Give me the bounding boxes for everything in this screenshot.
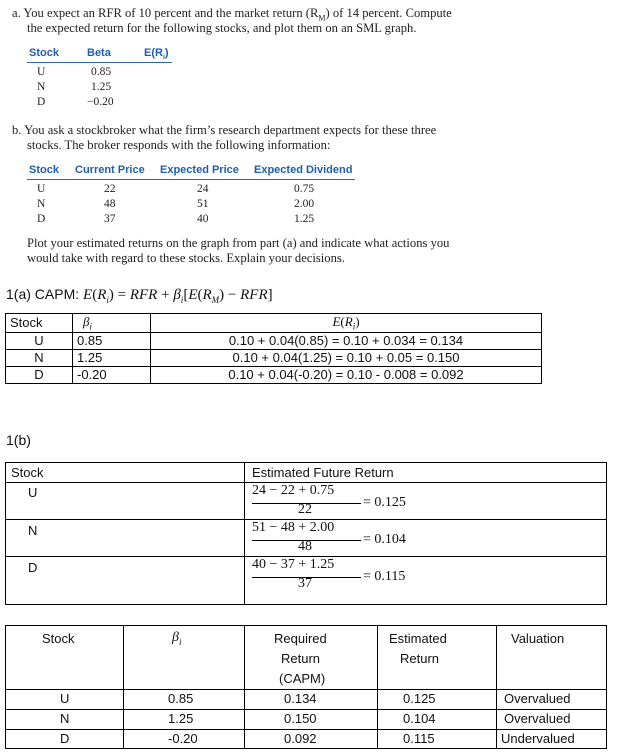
capm-formula: E bbox=[83, 287, 93, 303]
valuation-cell-stock: U bbox=[60, 691, 70, 706]
table-a-cell: N bbox=[37, 81, 46, 93]
table-b-cell: 40 bbox=[197, 213, 209, 225]
capm-cell-beta: 0.85 bbox=[73, 332, 151, 349]
capm-formula-part: E bbox=[188, 287, 198, 303]
valuation-cell-beta: 1.25 bbox=[168, 711, 194, 726]
table-b-cell: 51 bbox=[197, 198, 209, 210]
valuation-cell-estimated: 0.125 bbox=[403, 691, 436, 706]
capm-formula-part: RFR bbox=[240, 287, 268, 303]
table-a-cell: 0.85 bbox=[91, 66, 112, 78]
table-b-header: Expected Price bbox=[160, 164, 239, 176]
section-1a-heading bbox=[6, 286, 273, 305]
plot-prompt-line-2: would take with regard to these stocks. Explain your decisions. bbox=[27, 251, 345, 265]
table-a bbox=[27, 47, 172, 113]
valuation-header-estimated-1: Estimated bbox=[389, 631, 447, 646]
table-b-cell: N bbox=[37, 198, 46, 210]
capm-formula-part: + bbox=[157, 287, 174, 303]
capm-header-beta: $\beta_i$ bbox=[73, 314, 151, 333]
valuation-cell-valuation: Overvalued bbox=[504, 711, 571, 726]
table-b-header: Current Price bbox=[75, 164, 145, 176]
valuation-cell-required: 0.150 bbox=[284, 711, 317, 726]
valuation-header-required-2: Return bbox=[281, 651, 321, 666]
row-divider bbox=[6, 709, 606, 710]
table-row bbox=[6, 314, 542, 333]
valuation-cell-valuation: Undervalued bbox=[501, 731, 575, 746]
table-b-cell: 0.75 bbox=[294, 183, 315, 195]
capm-formula-part: ) − bbox=[219, 287, 241, 303]
valuation-header-beta: $\beta_i$ bbox=[172, 630, 182, 647]
capm-cell-er: 0.10 + 0.04(0.85) = 0.10 + 0.034 = 0.134 bbox=[151, 332, 542, 349]
capm-cell-stock: D bbox=[6, 366, 73, 383]
row-divider bbox=[6, 729, 606, 730]
table-b-cell: 24 bbox=[197, 183, 209, 195]
valuation-header-valuation: Valuation bbox=[511, 631, 565, 646]
valuation-header-estimated-2: Return bbox=[400, 651, 440, 666]
table-row bbox=[6, 349, 542, 366]
table-a-cell: −0.20 bbox=[87, 96, 114, 108]
part-a-prompt-line-2: the expected return for the following stocks, and plot them on an SML graph. bbox=[27, 21, 417, 35]
table-b-header: Stock bbox=[29, 164, 59, 176]
table-a-header-er bbox=[144, 47, 169, 61]
future-fraction-d bbox=[252, 557, 432, 594]
table-a-cell: D bbox=[37, 96, 46, 108]
part-b-prompt-line-2: stocks. The broker responds with the following information: bbox=[27, 138, 331, 152]
part-a-sub: M bbox=[318, 13, 326, 23]
table-a-cell: 1.25 bbox=[91, 81, 112, 93]
table-a-cell: U bbox=[37, 66, 46, 78]
capm-cell-beta: -0.20 bbox=[73, 366, 151, 383]
future-header-stock: Stock bbox=[11, 465, 44, 480]
plot-prompt-line-1: Plot your estimated returns on the graph from part (a) and indicate what actions you bbox=[27, 236, 450, 250]
capm-formula-part: $R_i$ bbox=[97, 287, 109, 305]
part-b-prompt-line-1: b. You ask a stockbroker what the firm’s research department expects for these three bbox=[12, 123, 437, 137]
capm-header-stock: Stock bbox=[6, 314, 73, 333]
part-a-text-end: ) of 14 percent. Compute bbox=[325, 6, 452, 20]
future-cell-stock: D bbox=[28, 560, 38, 575]
table-b-header: Expected Dividend bbox=[254, 164, 353, 176]
fraction-numerator: 24 − 22 + 0.75 bbox=[252, 483, 335, 498]
table-b-cell: D bbox=[37, 213, 46, 225]
capm-formula-part: $R_M$ bbox=[202, 287, 220, 305]
er-text: E(R bbox=[144, 47, 163, 59]
er-close: ) bbox=[164, 47, 169, 59]
table-b bbox=[27, 164, 355, 230]
column-divider bbox=[244, 463, 245, 604]
table-a-header-beta: Beta bbox=[87, 47, 111, 59]
future-cell-stock: U bbox=[28, 485, 38, 500]
valuation-cell-beta: -0.20 bbox=[168, 731, 198, 746]
fraction-result: = 0.104 bbox=[363, 532, 406, 547]
valuation-cell-valuation: Overvalued bbox=[504, 691, 571, 706]
fraction-numerator: 40 − 37 + 1.25 bbox=[252, 557, 335, 572]
section-1b-heading: 1(b) bbox=[6, 432, 31, 448]
future-return-table bbox=[5, 462, 607, 605]
table-b-cell: 1.25 bbox=[294, 213, 315, 225]
future-cell-stock: N bbox=[28, 523, 38, 538]
fraction-denominator: 37 bbox=[298, 576, 312, 591]
valuation-cell-estimated: 0.104 bbox=[403, 711, 436, 726]
capm-formula-part: ( bbox=[92, 287, 98, 303]
table-b-cell: 22 bbox=[104, 183, 116, 195]
capm-formula-part: [ bbox=[183, 287, 189, 303]
capm-cell-stock: N bbox=[6, 349, 73, 366]
future-fraction-n bbox=[252, 520, 432, 557]
valuation-cell-required: 0.134 bbox=[284, 691, 317, 706]
table-b-rule bbox=[27, 179, 355, 180]
valuation-header-required-3: (CAPM) bbox=[279, 671, 326, 686]
table-b-cell: 48 bbox=[104, 198, 116, 210]
table-a-rule bbox=[27, 62, 172, 63]
table-b-cell: 2.00 bbox=[294, 198, 315, 210]
valuation-header-stock: Stock bbox=[42, 631, 75, 646]
capm-table bbox=[5, 313, 542, 384]
table-b-cell: 37 bbox=[104, 213, 116, 225]
valuation-cell-stock: N bbox=[60, 711, 70, 726]
capm-formula-part: ) = bbox=[108, 287, 130, 303]
capm-cell-stock: U bbox=[6, 332, 73, 349]
fraction-denominator: 22 bbox=[298, 502, 312, 517]
valuation-cell-estimated: 0.115 bbox=[403, 731, 435, 746]
valuation-table bbox=[5, 625, 607, 749]
table-b-cell: U bbox=[37, 183, 46, 195]
capm-cell-beta: 1.25 bbox=[73, 349, 151, 366]
er-sub: i bbox=[162, 54, 165, 62]
valuation-cell-stock: D bbox=[60, 731, 70, 746]
part-a-text: a. You expect an RFR of 10 percent and the market return (R bbox=[12, 6, 319, 20]
capm-cell-er: 0.10 + 0.04(1.25) = 0.10 + 0.05 = 0.150 bbox=[151, 349, 542, 366]
valuation-cell-required: 0.092 bbox=[284, 731, 317, 746]
fraction-denominator: 48 bbox=[298, 539, 312, 554]
fraction-numerator: 51 − 48 + 2.00 bbox=[252, 520, 335, 535]
fraction-result: = 0.125 bbox=[363, 495, 406, 510]
valuation-header-required-1: Required bbox=[274, 631, 327, 646]
future-fraction-u bbox=[252, 483, 432, 520]
section-1a-label: 1(a) CAPM: bbox=[6, 286, 84, 302]
capm-formula-part: ( bbox=[197, 287, 203, 303]
fraction-result: = 0.115 bbox=[363, 569, 406, 584]
future-header-return: Estimated Future Return bbox=[252, 465, 394, 480]
capm-formula-part: $\beta_i$ bbox=[173, 287, 184, 305]
capm-formula-part: RFR bbox=[129, 287, 158, 303]
table-row bbox=[6, 332, 542, 349]
table-a-header-stock: Stock bbox=[29, 47, 59, 59]
row-divider bbox=[6, 689, 606, 690]
valuation-cell-beta: 0.85 bbox=[168, 691, 194, 706]
capm-cell-er: 0.10 + 0.04(-0.20) = 0.10 - 0.008 = 0.092 bbox=[151, 366, 542, 383]
table-row bbox=[6, 366, 542, 383]
capm-formula-part: ] bbox=[267, 287, 273, 303]
capm-header-er: $E(R_i)$ bbox=[151, 314, 542, 333]
